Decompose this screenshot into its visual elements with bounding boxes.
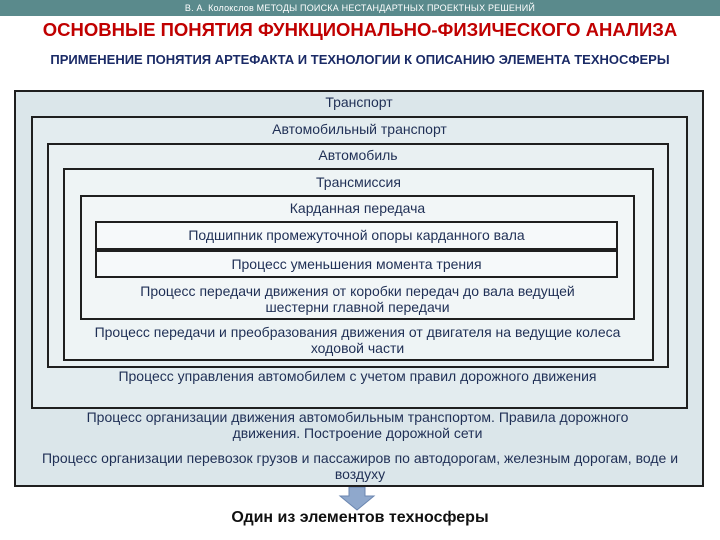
label-friction-process: Процесс уменьшения момента трения [231, 256, 482, 272]
label-transmission-process: Процесс передачи и преобразования движения от двигателя на ведущие колеса ходовой части [94, 324, 621, 356]
label-cardan: Карданная передача [289, 200, 426, 216]
label-transport-process: Процесс организации перевозок грузов и пассажиров по автодорогам, железным дорогам, воде и воздуху [41, 450, 679, 482]
label-transmission: Трансмиссия [316, 174, 401, 190]
label-automobile: Автомобиль [318, 147, 398, 163]
footer-caption: Один из элементов техносферы [231, 509, 489, 526]
page-title: ОСНОВНЫЕ ПОНЯТИЯ ФУНКЦИОНАЛЬНО-ФИЗИЧЕСКОГО АНАЛИЗА [42, 19, 678, 40]
label-automobile-process: Процесс управления автомобилем с учетом правил дорожного движения [118, 368, 597, 384]
label-bearing: Подшипник промежуточной опоры карданного вала [188, 227, 525, 243]
page-subtitle: ПРИМЕНЕНИЕ ПОНЯТИЯ АРТЕФАКТА И ТЕХНОЛОГИИ К ОПИСАНИЮ ЭЛЕМЕНТА ТЕХНОСФЕРЫ [50, 52, 670, 67]
label-road-transport: Автомобильный транспорт [272, 121, 447, 137]
label-cardan-process: Процесс передачи движения от коробки передач до вала ведущей шестерни главной передачи [140, 283, 575, 315]
label-transport: Транспорт [325, 94, 393, 110]
label-road-transport-process: Процесс организации движения автомобильным транспортом. Правила дорожного движения. Построение дорожной сети [86, 409, 629, 441]
header-band: В. А. Колокслов МЕТОДЫ ПОИСКА НЕСТАНДАРТНЫХ ПРОЕКТНЫХ РЕШЕНИЙ [0, 0, 720, 16]
down-arrow-icon [337, 487, 377, 511]
